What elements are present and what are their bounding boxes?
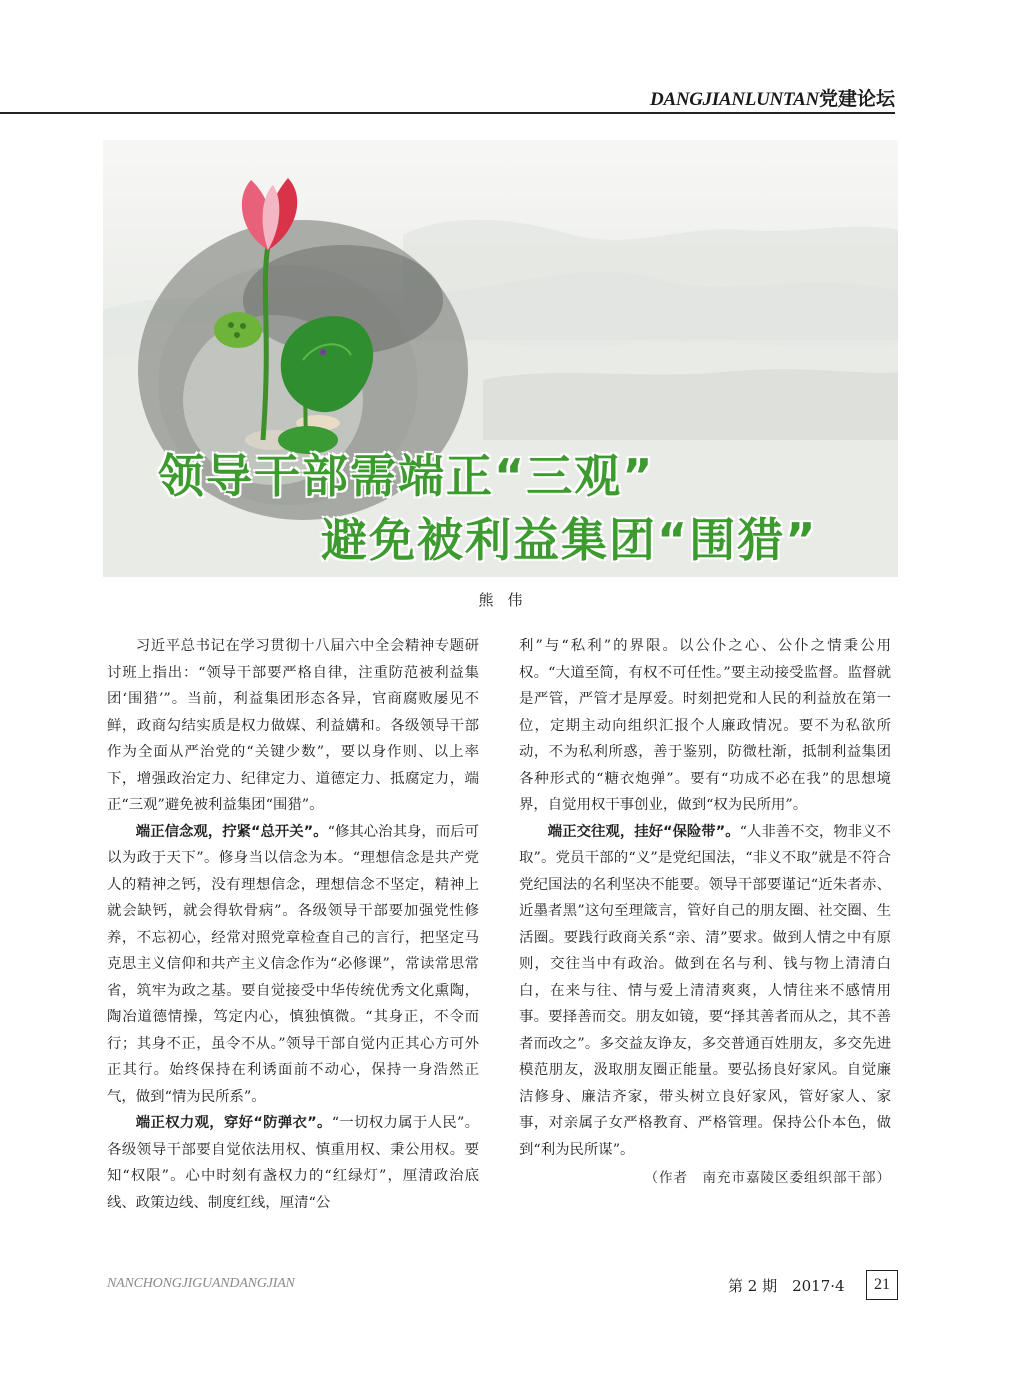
paragraph: 利”与“私利”的界限。以公仆之心、公仆之情秉公用权。“大道至简，有权不可任性。”要主动接受监督。监督就是严管，严管才是厚爱。时刻把党和人民的利益放在第一位，定期主动向组织汇报个人廉政情况。要不为私欲所动，不为私利所惑，善于鉴别，防微杜渐，抵制利益集团各种形式的“糖衣炮弹”。要有“功成不必在我”的思想境界，自觉用权干事创业，做到“权为民所用”。: [519, 638, 891, 813]
section-lead: 端正交往观，挂好“保险带”。: [547, 823, 740, 840]
page-header: [0, 78, 895, 114]
paragraph-body: “一切权力属于人民”。各级领导干部要自觉依法用权、慎重用权、秉公用权。要知“权限”。心中时刻有盏权力的“红绿灯”，厘清政治底线、政策边线、制度红线，厘清“公: [107, 1115, 479, 1211]
paragraph: 习近平总书记在学习贯彻十八届六中全会精神专题研讨班上指出：“领导干部要严格自律，注重防范被利益集团‘围猎’”。当前，利益集团形态各异，官商腐败屡见不鲜，政商勾结实质是权力做媒、利益媾和。各级领导干部作为全面从严治党的“关键少数”，要以身作则、以上率下，增强政治定力、纪律定力、道德定力、抵腐定力，端正“三观”避免被利益集团“围猎”。: [107, 638, 479, 813]
author-byline: （作者 南充市嘉陵区委组织部干部）: [644, 1170, 891, 1186]
paragraph: [107, 1110, 479, 1216]
article-title-line2: 避免被利益集团“围猎”: [321, 513, 818, 567]
paragraph: [519, 819, 891, 1164]
text-column-right: [519, 633, 891, 1192]
section-lead: 端正信念观，拧紧“总开关”。: [135, 823, 328, 840]
paragraph-body: “人非善不交，物非义不取”。党员干部的“义”是党纪国法，“非义不取”就是不符合党纪国法的名利坚决不能要。领导干部要谨记“近朱者赤、近墨者黑”这句至理箴言，管好自己的朋友圈、社交圈、生活圈。要践行政商关系“亲、清”要求。做到人情之中有原则，交往当中有政治。做到在名与利、钱与物上清清白白，在来与往、情与爱上清清爽爽，人情往来不感情用事。要择善而交。朋友如镜，要“择其善者而从之，其不善者而改之”。多交益友诤友，多交普通百姓朋友，多交先进模范朋友，汲取朋友圈正能量。要弘扬良好家风。自觉廉洁修身、廉洁齐家，带头树立良好家风，管好家人、家事，对亲属子女严格教育、严格管理。保持公仆本色，做到“利为民所谋”。: [519, 823, 891, 1158]
page-number: 21: [866, 1270, 898, 1300]
journal-name: NANCHONGJIGUANDANGJIAN: [107, 1276, 295, 1291]
paragraph: [107, 819, 479, 1111]
section-lead: 端正权力观，穿好“防弹衣”。: [135, 1115, 332, 1131]
section-title-latin: DANGJIANLUNTAN: [650, 89, 819, 110]
title-banner: [103, 140, 898, 577]
section-title: [650, 84, 895, 111]
author: 熊伟: [478, 591, 537, 609]
issue-info: 第 2 期 2017·4: [728, 1277, 845, 1295]
paragraph-body: “修其心治其身，而后可以为政于天下”。修身当以信念为本。“理想信念是共产党人的精神之钙，没有理想信念，理想信念不坚定，精神上就会缺钙，就会得软骨病”。各级领导干部要加强党性修养，不忘初心，经常对照党章检查自己的言行，把坚定马克思主义信仰和共产主义信念作为“必修课”，常读常思常省，筑牢为政之基。要自觉接受中华传统优秀文化熏陶，陶冶道德情操，笃定内心，慎独慎微。“其身正，不令而行；其身不正，虽令不从。”领导干部自觉内正其心方可外正其行。始终保持在利诱面前不动心，保持一身浩然正气，做到“情为民所系”。: [107, 823, 479, 1105]
article-title-line1: 领导干部需端正“三观”: [158, 449, 655, 503]
section-title-cn: 党建论坛: [818, 88, 895, 110]
text-column-left: [107, 633, 479, 1216]
